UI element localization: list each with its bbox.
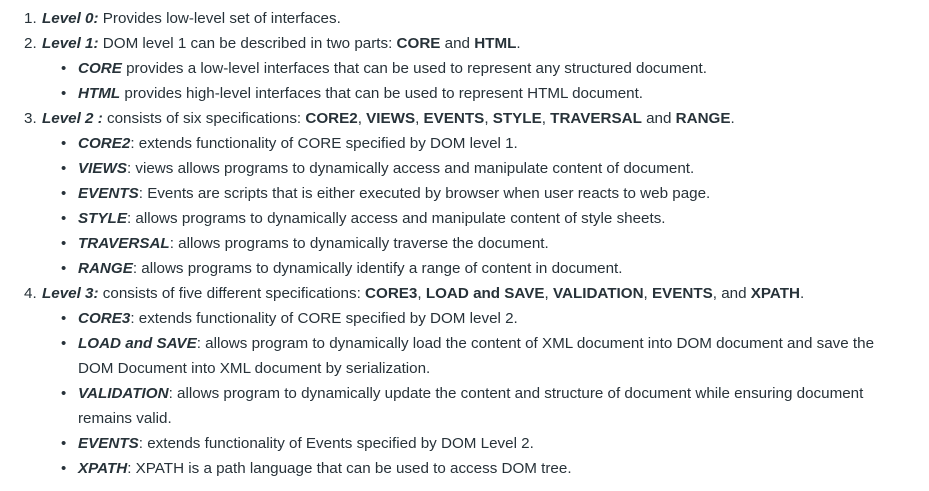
bullet-icon: • <box>61 260 67 277</box>
level-term: Level 2 : <box>42 110 103 127</box>
keyword-text: CORE2 <box>305 110 358 127</box>
level-description: , <box>415 110 424 127</box>
spec-term: VALIDATION <box>78 385 169 402</box>
sub-spec-item <box>61 156 911 181</box>
bullet-icon: • <box>61 185 67 202</box>
sub-spec-item <box>61 56 911 81</box>
level-description: , <box>417 285 426 302</box>
level-description: Provides low-level set of interfaces. <box>98 10 341 27</box>
sub-spec-item <box>61 206 911 231</box>
list-number: 4. <box>24 285 37 302</box>
sub-spec-item <box>61 456 911 481</box>
level-description: , <box>643 285 652 302</box>
keyword-text: XPATH <box>750 285 800 302</box>
keyword-text: VALIDATION <box>552 285 644 302</box>
level-term: Level 0: <box>42 10 99 27</box>
bullet-icon: • <box>61 460 67 477</box>
list-number: 2. <box>24 35 37 52</box>
keyword-text: VIEWS <box>366 110 416 127</box>
dom-levels-list <box>0 6 929 481</box>
list-item-level-1 <box>24 31 929 106</box>
bullet-icon: • <box>61 235 67 252</box>
bullet-icon: • <box>61 135 67 152</box>
keyword-text: CORE <box>396 35 441 52</box>
spec-term: EVENTS <box>78 185 139 202</box>
spec-term: LOAD and SAVE <box>78 335 197 352</box>
level-description: consists of five different specifications: <box>98 285 366 302</box>
spec-description: : extends functionality of CORE specified by DOM level 2. <box>130 310 518 327</box>
level-description: , and <box>712 285 751 302</box>
keyword-text: RANGE <box>675 110 731 127</box>
spec-term: CORE2 <box>78 135 131 152</box>
sub-spec-item <box>61 431 911 456</box>
list-number: 1. <box>24 10 37 27</box>
bullet-icon: • <box>61 210 67 227</box>
list-item-level-0 <box>24 6 929 31</box>
sub-spec-list <box>42 56 929 106</box>
bullet-icon: • <box>61 85 67 102</box>
bullet-icon: • <box>61 385 67 402</box>
sub-spec-item <box>61 331 911 381</box>
spec-term: EVENTS <box>78 435 139 452</box>
list-number: 3. <box>24 110 37 127</box>
bullet-icon: • <box>61 310 67 327</box>
sub-spec-item <box>61 256 911 281</box>
list-item-level-2 <box>24 106 929 281</box>
spec-description: : allows programs to dynamically traverse the document. <box>169 235 549 252</box>
spec-term: CORE <box>78 60 122 77</box>
bullet-icon: • <box>61 160 67 177</box>
keyword-text: EVENTS <box>423 110 485 127</box>
bullet-icon: • <box>61 435 67 452</box>
level-description: DOM level 1 can be described in two parts: <box>98 35 397 52</box>
level-term: Level 1: <box>42 35 99 52</box>
bullet-icon: • <box>61 335 67 352</box>
level-description: consists of six specifications: <box>102 110 306 127</box>
level-description: . <box>516 35 521 52</box>
keyword-text: HTML <box>474 35 517 52</box>
sub-spec-item <box>61 131 911 156</box>
sub-spec-list <box>42 131 929 281</box>
spec-description: : Events are scripts that is either executed by browser when user reacts to web page. <box>138 185 711 202</box>
spec-description: : allows programs to dynamically access and manipulate content of style sheets. <box>126 210 666 227</box>
level-term: Level 3: <box>42 285 99 302</box>
keyword-text: TRAVERSAL <box>550 110 642 127</box>
spec-description: provides a low-level interfaces that can be used to represent any structured document. <box>121 60 707 77</box>
spec-term: HTML <box>78 85 121 102</box>
spec-term: VIEWS <box>78 160 127 177</box>
spec-description: : extends functionality of Events specified by DOM Level 2. <box>138 435 534 452</box>
spec-description: : views allows programs to dynamically access and manipulate content of document. <box>126 160 695 177</box>
spec-description: : allows program to dynamically update the content and structure of document while ensuring document remains valid. <box>78 385 864 427</box>
bullet-icon: • <box>61 60 67 77</box>
spec-description: provides high-level interfaces that can be used to represent HTML document. <box>120 85 644 102</box>
level-description: . <box>799 285 805 302</box>
level-description: , <box>357 110 367 127</box>
sub-spec-item <box>61 181 911 206</box>
spec-description: : allows programs to dynamically identify a range of content in document. <box>132 260 623 277</box>
sub-spec-item <box>61 381 911 431</box>
level-description: . <box>730 110 735 127</box>
level-description: , <box>544 285 553 302</box>
spec-term: RANGE <box>78 260 133 277</box>
level-description: and <box>641 110 676 127</box>
keyword-text: LOAD and SAVE <box>425 285 545 302</box>
level-description: , <box>541 110 551 127</box>
level-description: , <box>484 110 493 127</box>
keyword-text: CORE3 <box>365 285 418 302</box>
list-item-level-3 <box>24 281 929 481</box>
spec-description: : allows program to dynamically load the content of XML document into DOM document and save the DOM Document into XML document by serialization. <box>78 335 875 377</box>
spec-term: CORE3 <box>78 310 131 327</box>
spec-description: : XPATH is a path language that can be used to access DOM tree. <box>127 460 572 477</box>
keyword-text: EVENTS <box>652 285 713 302</box>
sub-spec-item <box>61 231 911 256</box>
sub-spec-list <box>42 306 929 481</box>
spec-description: : extends functionality of CORE specified by DOM level 1. <box>130 135 518 152</box>
sub-spec-item <box>61 306 911 331</box>
sub-spec-item <box>61 81 911 106</box>
spec-term: XPATH <box>78 460 128 477</box>
keyword-text: STYLE <box>492 110 542 127</box>
spec-term: STYLE <box>78 210 127 227</box>
spec-term: TRAVERSAL <box>78 235 170 252</box>
level-description: and <box>440 35 475 52</box>
